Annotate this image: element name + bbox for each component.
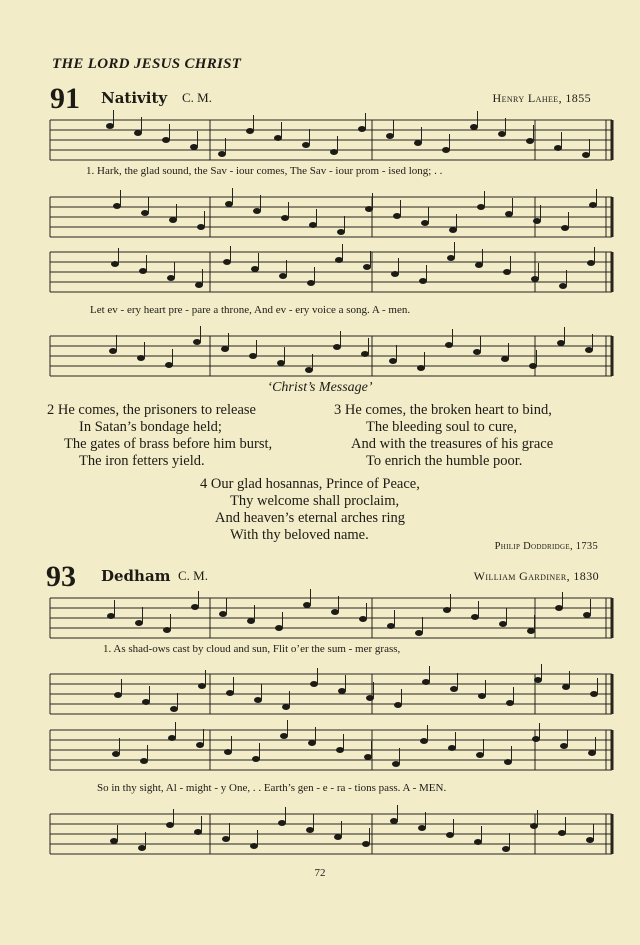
stanza-line: Thy welcome shall proclaim, [230, 493, 400, 509]
notehead [308, 740, 316, 746]
notehead [191, 604, 199, 610]
notehead [106, 123, 114, 129]
notehead [419, 278, 427, 284]
notehead [362, 841, 370, 847]
notehead [193, 339, 201, 345]
bass-staff [50, 334, 612, 378]
notehead [445, 342, 453, 348]
section-title: THE LORD JESUS CHRIST [52, 56, 242, 72]
notehead [196, 742, 204, 748]
notehead [587, 260, 595, 266]
notehead [392, 761, 400, 767]
notehead [501, 356, 509, 362]
notehead [449, 227, 457, 233]
hymn-number: 93 [46, 560, 76, 593]
notehead [222, 836, 230, 842]
notehead [224, 749, 232, 755]
notehead [140, 758, 148, 764]
notehead [249, 353, 257, 359]
notehead [415, 630, 423, 636]
notehead [558, 830, 566, 836]
notehead [562, 684, 570, 690]
notehead [281, 215, 289, 221]
lyrics-line: So in thy sight, Al - might - y One, . . Earth’s gen - e - ra - tions pass. A - MEN. [97, 782, 447, 794]
notehead [107, 613, 115, 619]
notehead [278, 820, 286, 826]
notehead [279, 273, 287, 279]
notehead [330, 149, 338, 155]
notehead [582, 152, 590, 158]
notehead [586, 837, 594, 843]
author-credit: Philip Doddridge, 1735 [494, 541, 598, 552]
stanza-line: He comes, the prisoners to release [57, 402, 256, 418]
notehead [250, 843, 258, 849]
notehead [334, 834, 342, 840]
notehead [534, 677, 542, 683]
notehead [394, 702, 402, 708]
notehead [470, 124, 478, 130]
notehead [197, 224, 205, 230]
notehead [167, 275, 175, 281]
notehead [303, 602, 311, 608]
notehead [135, 620, 143, 626]
notehead [589, 202, 597, 208]
hymn-number: 91 [50, 82, 80, 115]
notehead [226, 690, 234, 696]
notehead [309, 222, 317, 228]
notehead [391, 271, 399, 277]
notehead [134, 130, 142, 136]
tune-name: Dedham [101, 567, 171, 585]
notehead [338, 688, 346, 694]
notehead [282, 704, 290, 710]
notehead [420, 738, 428, 744]
notehead [471, 614, 479, 620]
notehead [253, 208, 261, 214]
notehead [450, 686, 458, 692]
lyrics-line: 1. As shad-ows cast by cloud and sun, Flit o’er the sum - mer grass, [103, 643, 401, 655]
notehead [366, 695, 374, 701]
notehead [198, 683, 206, 689]
notehead [560, 743, 568, 749]
notehead [477, 204, 485, 210]
notehead [168, 735, 176, 741]
notehead [333, 344, 341, 350]
treble-staff [50, 596, 612, 640]
stanza-line: With thy beloved name. [230, 527, 369, 543]
notehead [251, 266, 259, 272]
notehead [526, 138, 534, 144]
notehead [163, 627, 171, 633]
notehead [190, 144, 198, 150]
notehead [527, 628, 535, 634]
notehead [218, 151, 226, 157]
notehead [307, 280, 315, 286]
stanza-line: And heaven’s eternal arches ring [215, 510, 406, 526]
notehead [588, 750, 596, 756]
notehead [447, 255, 455, 261]
notehead [225, 201, 233, 207]
notehead [137, 355, 145, 361]
notehead [363, 264, 371, 270]
notehead [475, 262, 483, 268]
stanza-number: 3 [334, 402, 342, 418]
notehead [141, 210, 149, 216]
notehead [583, 612, 591, 618]
notehead [162, 137, 170, 143]
tune-name: Nativity [101, 89, 168, 107]
notehead [590, 691, 598, 697]
page-number: 72 [314, 867, 326, 879]
notehead [170, 706, 178, 712]
notehead [498, 131, 506, 137]
notehead [254, 697, 262, 703]
notehead [361, 351, 369, 357]
notehead [252, 756, 260, 762]
notehead [310, 681, 318, 687]
notehead [532, 736, 540, 742]
notehead [387, 623, 395, 629]
notehead [386, 133, 394, 139]
notehead [446, 832, 454, 838]
lyrics-line: 1. Hark, the glad sound, the Sav - iour comes, The Sav - iour prom - ised long; . . [86, 165, 443, 177]
notehead [505, 211, 513, 217]
notehead [530, 823, 538, 829]
notehead [561, 225, 569, 231]
notehead [112, 751, 120, 757]
notehead [531, 276, 539, 282]
treble-staff [50, 728, 612, 772]
notehead [417, 365, 425, 371]
notehead [473, 349, 481, 355]
notehead [474, 839, 482, 845]
notehead [247, 618, 255, 624]
meter: C. M. [178, 568, 208, 583]
treble-staff [50, 250, 612, 294]
stanza-line: Our glad hosannas, Prince of Peace, [210, 476, 420, 492]
notehead [109, 348, 117, 354]
notehead [555, 605, 563, 611]
meter: C. M. [182, 90, 212, 105]
notehead [335, 257, 343, 263]
composer: Henry Lahee, 1855 [492, 91, 591, 105]
notehead [421, 220, 429, 226]
stanza [334, 402, 553, 470]
stanza-line: And with the treasures of his grace [351, 436, 554, 452]
notehead [221, 346, 229, 352]
notehead [302, 142, 310, 148]
notehead [478, 693, 486, 699]
notehead [219, 611, 227, 617]
bass-staff [50, 812, 612, 856]
notehead [502, 846, 510, 852]
notehead [223, 259, 231, 265]
stanza-line: He comes, the broken heart to bind, [344, 402, 552, 418]
notehead [169, 217, 177, 223]
notehead [165, 362, 173, 368]
notehead [559, 283, 567, 289]
notehead [504, 759, 512, 765]
stanza-line: In Satan’s bondage held; [79, 419, 222, 435]
lyrics-line: Let ev - ery heart pre - pare a throne, And ev - ery voice a song. A - men. [90, 304, 411, 316]
notehead [554, 145, 562, 151]
notehead [359, 616, 367, 622]
notehead [246, 128, 254, 134]
notehead [557, 340, 565, 346]
notehead [331, 609, 339, 615]
notehead [166, 822, 174, 828]
notehead [499, 621, 507, 627]
notehead [306, 827, 314, 833]
stanza [200, 476, 420, 544]
notehead [113, 203, 121, 209]
stanza-number: 2 [47, 402, 55, 418]
hymn-subtitle: ‘Christ’s Message’ [267, 380, 373, 395]
notehead [110, 838, 118, 844]
notehead [275, 625, 283, 631]
notehead [476, 752, 484, 758]
notehead [443, 607, 451, 613]
stanza-line: The bleeding soul to cure, [366, 419, 517, 435]
treble-staff [50, 118, 612, 162]
notehead [389, 358, 397, 364]
notehead [390, 818, 398, 824]
notehead [280, 733, 288, 739]
notehead [337, 229, 345, 235]
bass-staff [50, 195, 612, 239]
notehead [529, 363, 537, 369]
notehead [358, 126, 366, 132]
notehead [336, 747, 344, 753]
stanza-line: The gates of brass before him burst, [64, 436, 273, 452]
notehead [114, 692, 122, 698]
notehead [418, 825, 426, 831]
bass-staff [50, 672, 612, 716]
composer: William Gardiner, 1830 [473, 569, 599, 583]
notehead [195, 282, 203, 288]
stanza-number: 4 [200, 476, 208, 492]
notehead [393, 213, 401, 219]
notehead [138, 845, 146, 851]
notehead [194, 829, 202, 835]
stanza [47, 402, 272, 470]
notehead [111, 261, 119, 267]
stanza-line: The iron fetters yield. [79, 453, 205, 469]
notehead [442, 147, 450, 153]
notehead [448, 745, 456, 751]
stanza-line: To enrich the humble poor. [366, 453, 523, 469]
notehead [506, 700, 514, 706]
notehead [277, 360, 285, 366]
notehead [503, 269, 511, 275]
notehead [422, 679, 430, 685]
notehead [414, 140, 422, 146]
notehead [533, 218, 541, 224]
notehead [364, 754, 372, 760]
notehead [365, 206, 373, 212]
notehead [305, 367, 313, 373]
notehead [274, 135, 282, 141]
notehead [585, 347, 593, 353]
notehead [139, 268, 147, 274]
notehead [142, 699, 150, 705]
